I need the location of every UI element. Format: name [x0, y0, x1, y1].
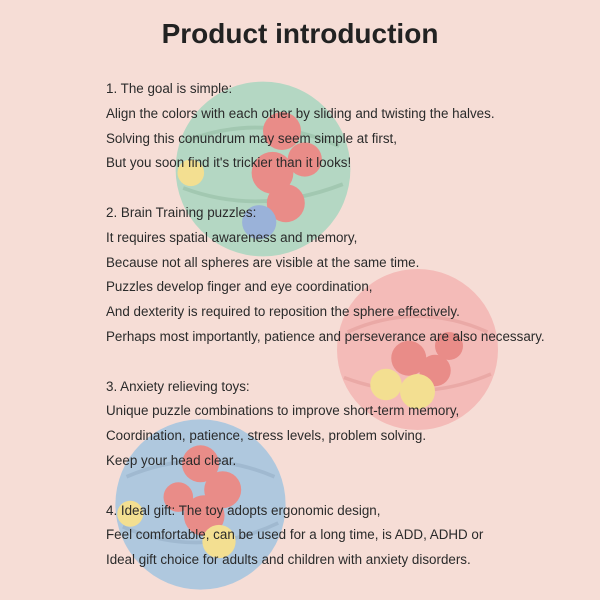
- section-spacer: [106, 474, 576, 499]
- section-line: Solving this conundrum may seem simple at first,: [106, 130, 397, 146]
- section-line: Feel comfortable, can be used for a long time, is ADD, ADHD or: [106, 527, 484, 543]
- section-line: Keep your head clear.: [106, 452, 237, 468]
- section-line: It requires spatial awareness and memory,: [106, 229, 358, 245]
- section-line: Ideal gift choice for adults and children with anxiety disorders.: [106, 552, 471, 568]
- section-line: But you soon find it's trickier than it looks!: [106, 155, 352, 171]
- section-line: Because not all spheres are visible at the same time.: [106, 254, 420, 270]
- section-heading: 3. Anxiety relieving toys:: [106, 378, 250, 394]
- section-line: Coordination, patience, stress levels, problem solving.: [106, 428, 427, 444]
- section-spacer: [106, 350, 576, 375]
- section-heading: 4. Ideal gift: The toy adopts ergonomic design,: [106, 502, 381, 518]
- page-title: Product introduction: [161, 18, 439, 49]
- section-line: Align the colors with each other by sliding and twisting the halves.: [106, 105, 495, 121]
- section-line: Perhaps most importantly, patience and perseverance are also necessary.: [106, 328, 545, 344]
- section-line: And dexterity is required to reposition the sphere effectively.: [106, 304, 460, 320]
- section-heading: 1. The goal is simple:: [106, 81, 233, 96]
- intro-content: [106, 77, 576, 573]
- section-line: Unique puzzle combinations to improve short-term memory,: [106, 403, 460, 419]
- section-spacer: [106, 176, 576, 201]
- section-heading: 2. Brain Training puzzles:: [106, 204, 257, 220]
- section-line: Puzzles develop finger and eye coordination,: [106, 279, 373, 295]
